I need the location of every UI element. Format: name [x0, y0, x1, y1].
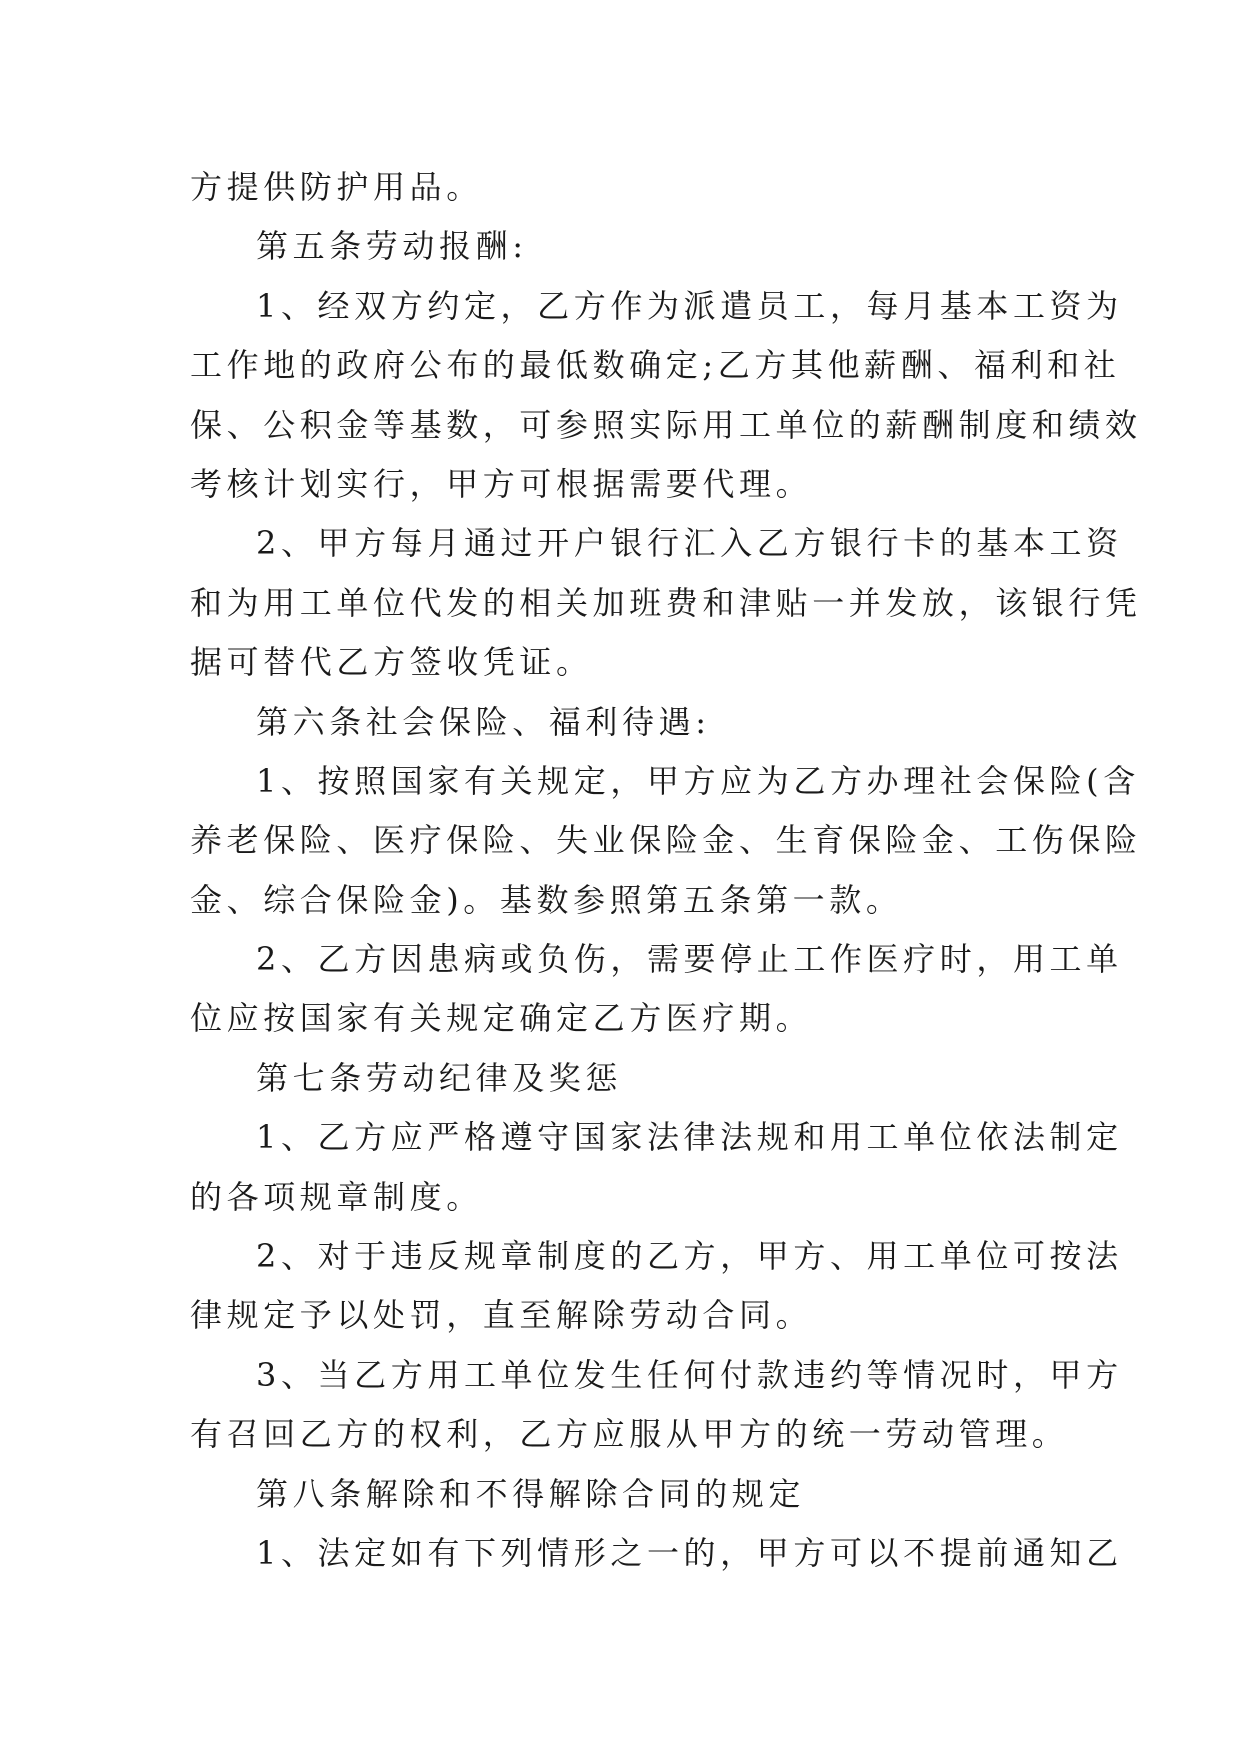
- document-line: 的各项规章制度。: [190, 1177, 483, 1216]
- document-line: 有召回乙方的权利，乙方应服从甲方的统一劳动管理。: [190, 1415, 1069, 1454]
- document-line: 考核计划实行，甲方可根据需要代理。: [190, 464, 813, 503]
- document-line: 1、乙方应严格遵守国家法律法规和用工单位依法制定: [256, 1118, 1123, 1157]
- document-body: [190, 158, 1142, 1583]
- document-line: 1、按照国家有关规定，甲方应为乙方办理社会保险(含: [256, 761, 1140, 800]
- document-line: 第八条解除和不得解除合同的规定: [256, 1474, 806, 1513]
- document-line: 和为用工单位代发的相关加班费和津贴一并发放，该银行凭: [190, 583, 1142, 622]
- document-line: 方提供防护用品。: [190, 168, 483, 206]
- document-line: 律规定予以处罚，直至解除劳动合同。: [190, 1296, 813, 1335]
- document-line: 工作地的政府公布的最低数确定;乙方其他薪酬、福利和社: [190, 346, 1121, 385]
- document-line: 2、对于违反规章制度的乙方，甲方、用工单位可按法: [256, 1237, 1123, 1276]
- document-line: 1、法定如有下列情形之一的，甲方可以不提前通知乙: [256, 1533, 1123, 1572]
- document-line: 保、公积金等基数，可参照实际用工单位的薪酬制度和绩效: [190, 405, 1142, 444]
- document-line: 据可替代乙方签收凭证。: [190, 643, 593, 682]
- document-line: 1、经双方约定，乙方作为派遣员工，每月基本工资为: [256, 286, 1123, 325]
- document-line: 第六条社会保险、福利待遇:: [256, 702, 711, 741]
- document-line: 3、当乙方用工单位发生任何付款违约等情况时，甲方: [256, 1355, 1123, 1394]
- document-line: 第七条劳动纪律及奖惩: [256, 1058, 623, 1097]
- document-line: 位应按国家有关规定确定乙方医疗期。: [190, 999, 813, 1038]
- document-line: 2、甲方每月通过开户银行汇入乙方银行卡的基本工资: [256, 524, 1123, 563]
- document-line: 第五条劳动报酬:: [256, 227, 528, 266]
- document-line: 2、乙方因患病或负伤，需要停止工作医疗时，用工单: [256, 940, 1123, 979]
- document-line: 养老保险、医疗保险、失业保险金、生育保险金、工伤保险: [190, 821, 1142, 860]
- document-line: 金、综合保险金)。基数参照第五条第一款。: [190, 880, 903, 919]
